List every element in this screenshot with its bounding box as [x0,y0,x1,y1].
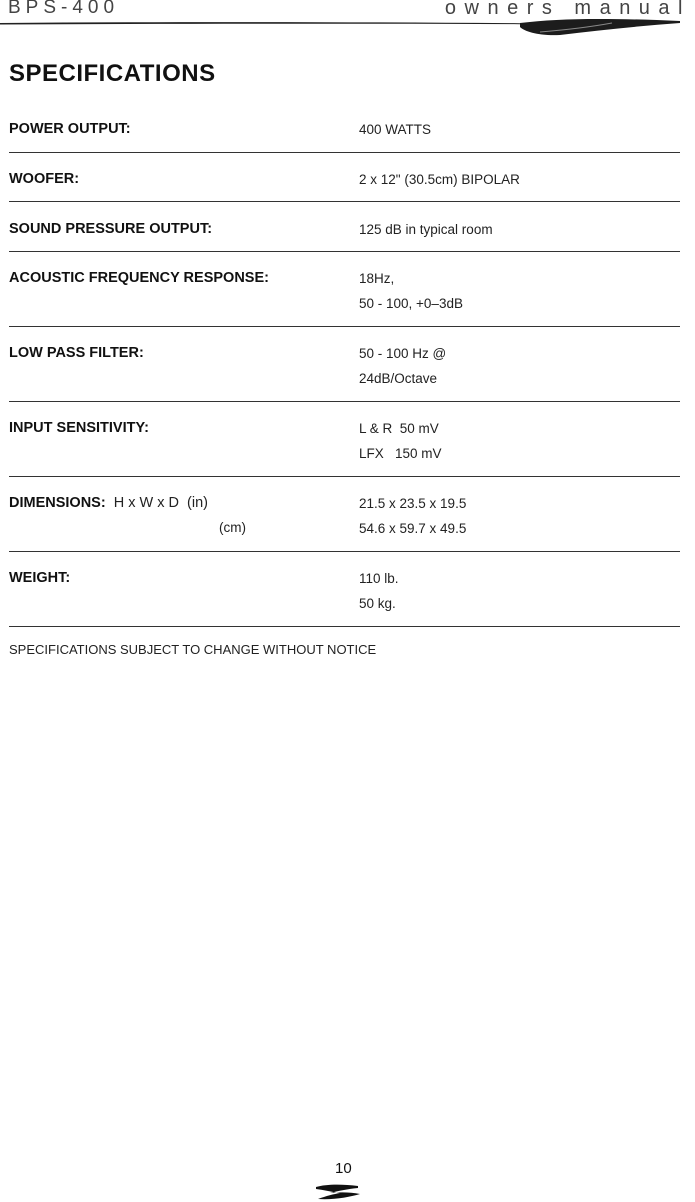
spec-value: L & R 50 mV [359,421,439,436]
spec-sub-label-in: H x W x D (in) [113,495,208,511]
spec-row-low-pass-filter [9,345,680,402]
spec-row-woofer [9,171,680,202]
spec-label-group [9,495,208,511]
spec-value: 50 - 100 Hz @ [359,346,447,361]
spec-value: 400 WATTS [359,122,432,137]
spec-footnote: SPECIFICATIONS SUBJECT TO CHANGE WITHOUT NOTICE [9,642,377,657]
spec-row-sound-pressure [9,221,680,252]
spec-value: 110 lb. [359,571,399,586]
spec-value: 2 x 12" (30.5cm) BIPOLAR [359,172,520,187]
spec-row-power-output [9,121,680,153]
spec-value: 50 - 100, +0–3dB [359,296,463,311]
spec-value: 50 kg. [359,596,396,611]
spec-label: POWER OUTPUT: [9,121,131,137]
spec-label: WOOFER: [9,171,80,187]
header-model: BPS-400 [8,0,120,18]
spec-sub-label-cm: (cm) [219,520,246,535]
page-number: 10 [335,1160,352,1177]
spec-value: 54.6 x 59.7 x 49.5 [359,521,467,536]
spec-row-weight [9,570,680,627]
spec-row-dimensions [9,495,680,552]
spec-label: WEIGHT: [9,570,71,586]
spec-label: ACOUSTIC FREQUENCY RESPONSE: [9,270,269,286]
brand-swoosh-logo [312,1183,364,1201]
spec-row-frequency-response [9,270,680,327]
spec-label: SOUND PRESSURE OUTPUT: [9,221,213,237]
spec-value: 18Hz, [359,271,395,286]
spec-label: LOW PASS FILTER: [9,345,144,361]
spec-value: 21.5 x 23.5 x 19.5 [359,496,467,511]
spec-label: DIMENSIONS: [9,495,106,511]
spec-value: 125 dB in typical room [359,222,493,237]
spec-label: INPUT SENSITIVITY: [9,420,149,436]
spec-value: 24dB/Octave [359,371,438,386]
page-title: SPECIFICATIONS [9,60,216,87]
spec-row-input-sensitivity [9,420,680,477]
header-doc-type: owners manual [444,0,691,19]
header-swoosh-graphic [0,14,695,40]
spec-value: LFX 150 mV [359,446,442,461]
